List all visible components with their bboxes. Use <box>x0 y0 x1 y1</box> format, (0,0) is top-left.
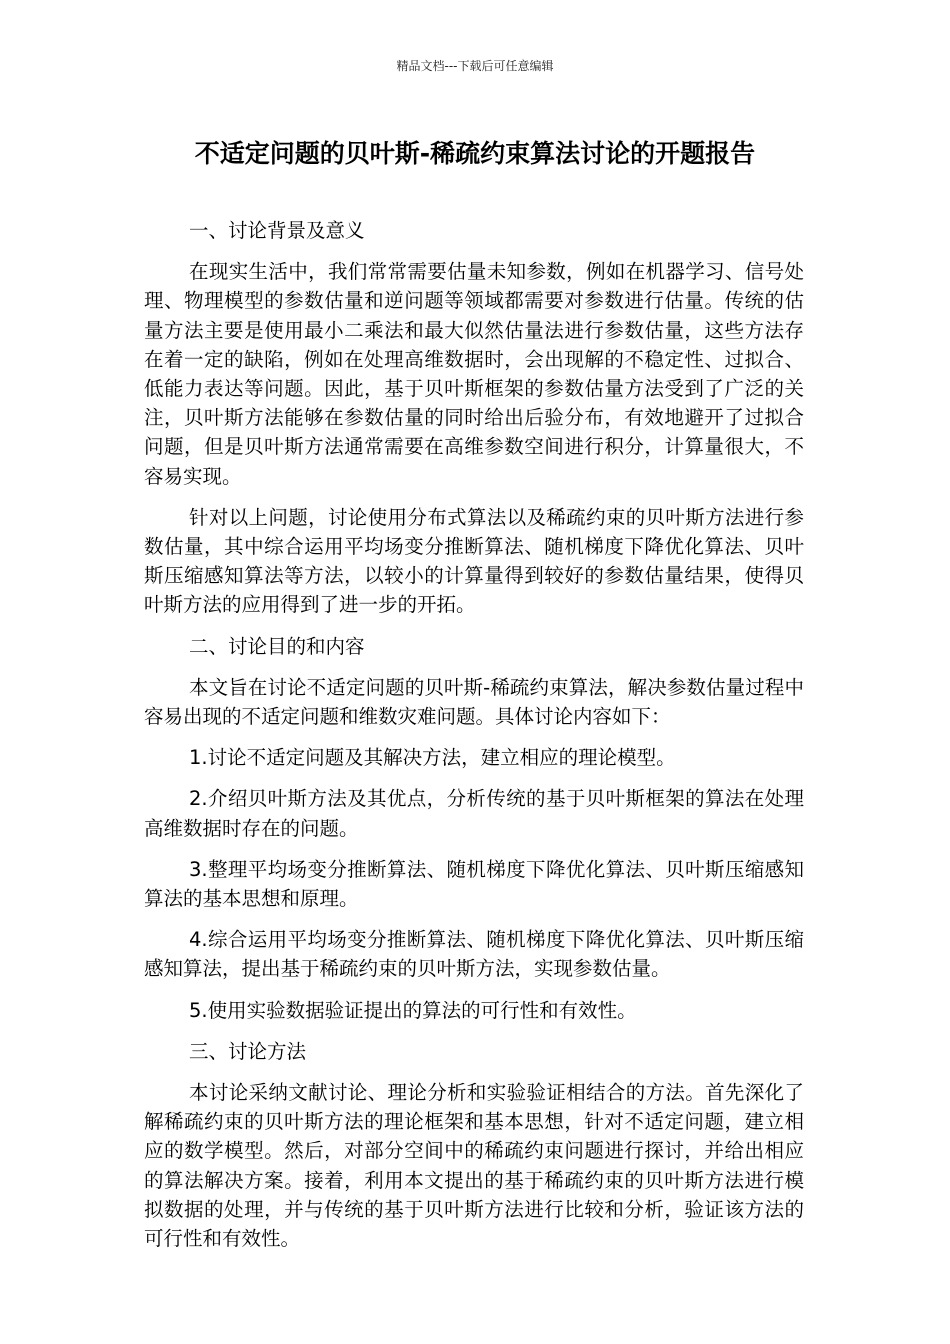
list-item-2: 2.介绍贝叶斯方法及其优点，分析传统的基于贝叶斯框架的算法在处理高维数据时存在的问题。 <box>144 787 804 840</box>
document-title: 不适定问题的贝叶斯-稀疏约束算法讨论的开题报告 <box>194 139 756 168</box>
list-item-3: 3.整理平均场变分推断算法、随机梯度下降优化算法、贝叶斯压缩感知算法的基本思想和原理。 <box>144 857 804 911</box>
paragraph-background-1: 在现实生活中，我们常常需要估量未知参数，例如在机器学习、信号处理、物理模型的参数估量和逆问题等领域都需要对参数进行估量。传统的估量方法主要是使用最小二乘法和最大似然估量法进行参数估量，这些方法存在着一定的缺陷，例如在处理高维数据时，会出现解的不稳定性、过拟合、低能力表达等问题。因此，基于贝叶斯框架的参数估量方法受到了广泛的关注，贝叶斯方法能够在参数估量的同时给出后验分布，有效地避开了过拟合问题，但是贝叶斯方法通常需要在高维参数空间进行积分，计算量很大，不容易实现。 <box>144 260 804 488</box>
section-heading-method: 三、讨论方法 <box>189 1039 307 1063</box>
list-item-5: 5.使用实验数据验证提出的算法的可行性和有效性。 <box>189 998 637 1022</box>
paragraph-purpose-intro: 本文旨在讨论不适定问题的贝叶斯-稀疏约束算法，解决参数估量过程中容易出现的不适定问题和维数灾难问题。具体讨论内容如下： <box>144 675 804 729</box>
paragraph-method: 本讨论采纳文献讨论、理论分析和实验验证相结合的方法。首先深化了解稀疏约束的贝叶斯方法的理论框架和基本思想，针对不适定问题，建立相应的数学模型。然后，对部分空间中的稀疏约束问题进行探讨，并给出相应的算法解决方案。接着，利用本文提出的基于稀疏约束的贝叶斯方法进行模拟数据的处理，并与传统的基于贝叶斯方法进行比较和分析，验证该方法的可行性和有效性。 <box>144 1081 804 1251</box>
section-heading-background: 一、讨论背景及意义 <box>189 219 365 242</box>
header-note: 精品文档---下载后可任意编辑 <box>396 59 554 73</box>
section-heading-purpose: 二、讨论目的和内容 <box>189 634 365 658</box>
document-body <box>144 216 804 1265</box>
paragraph-background-2: 针对以上问题，讨论使用分布式算法以及稀疏约束的贝叶斯方法进行参数估量，其中综合运用平均场变分推断算法、随机梯度下降优化算法、贝叶斯压缩感知算法等方法，以较小的计算量得到较好的参数估量结果，使得贝叶斯方法的应用得到了进一步的开拓。 <box>144 505 804 617</box>
list-item-1: 1.讨论不适定问题及其解决方法，建立相应的理论模型。 <box>189 746 676 770</box>
list-item-4: 4.综合运用平均场变分推断算法、随机梯度下降优化算法、贝叶斯压缩感知算法，提出基于稀疏约束的贝叶斯方法，实现参数估量。 <box>144 928 804 981</box>
